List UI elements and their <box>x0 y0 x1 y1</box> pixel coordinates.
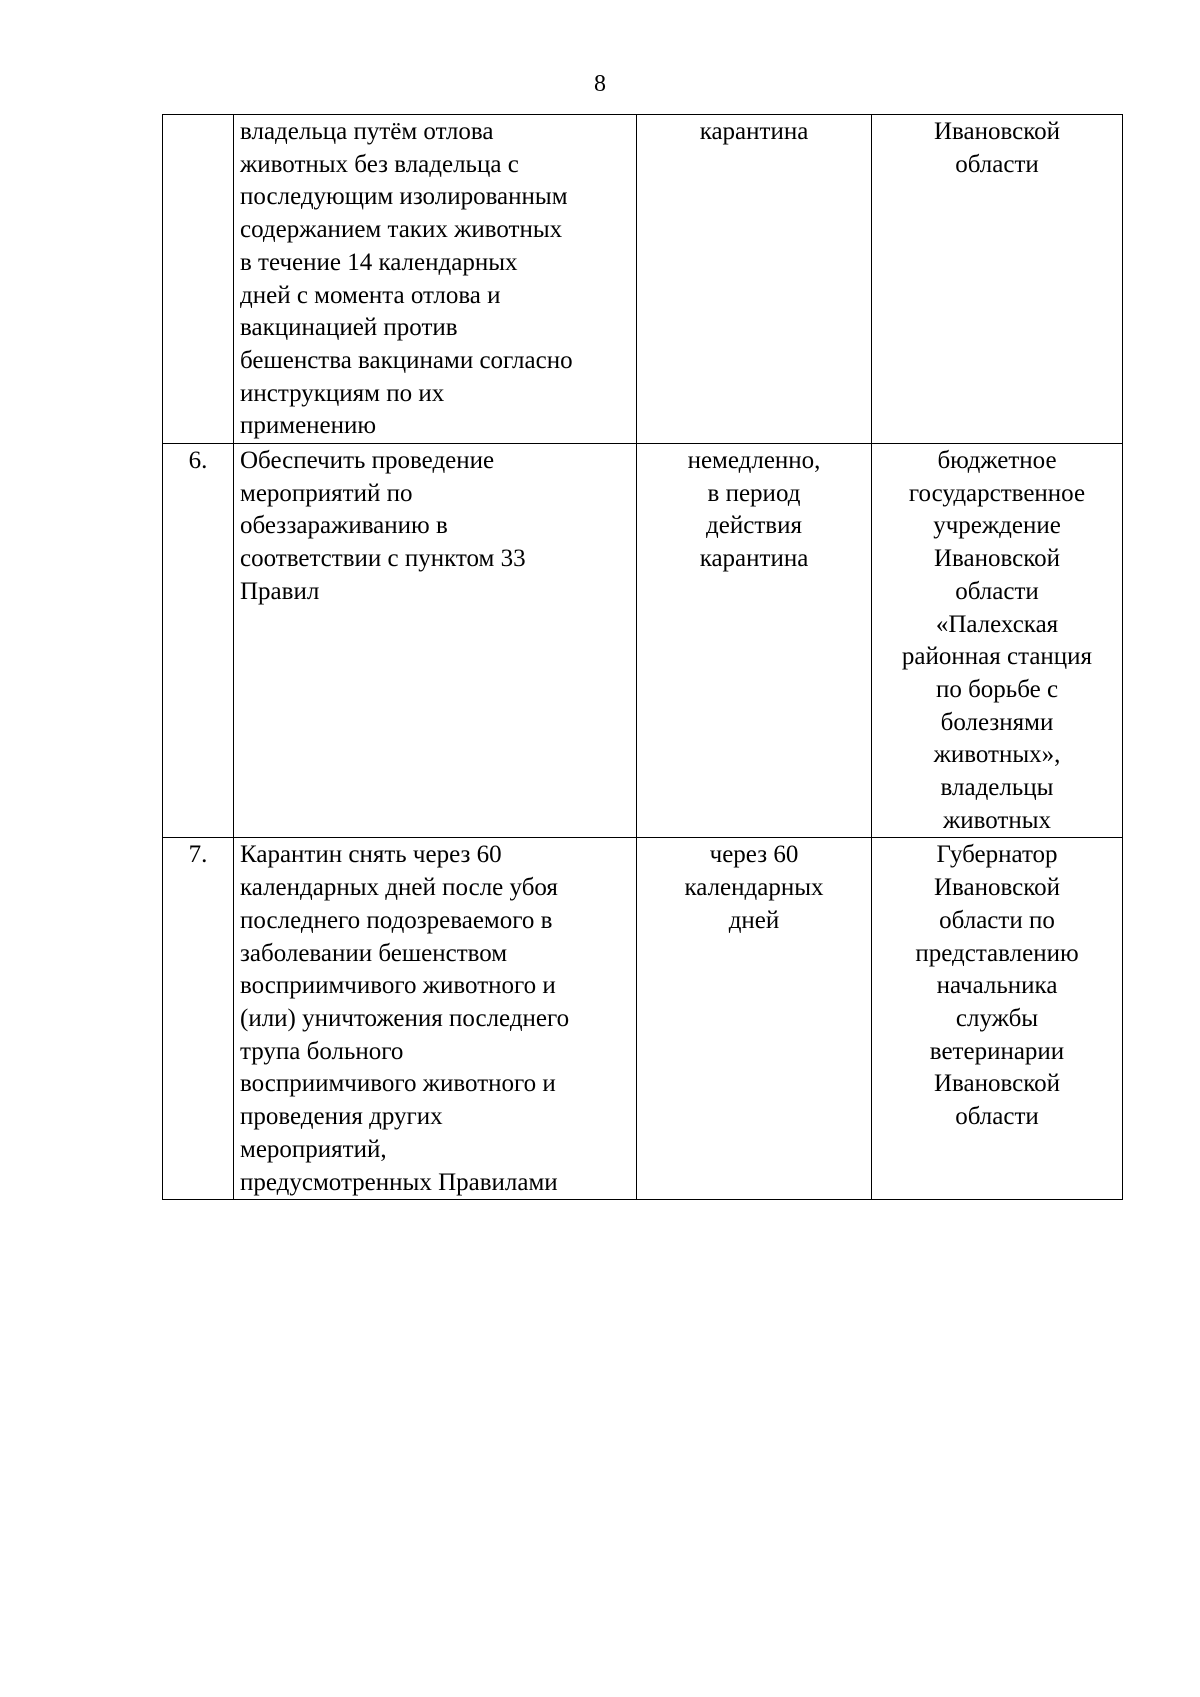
table-row <box>163 838 1123 1200</box>
table-row <box>163 444 1123 838</box>
page-number: 8 <box>594 71 606 97</box>
responsible-text: бюджетное государственное учреждение Ивановской области «Палехская районная станция по борьбе с болезнями животных», владельцы животных <box>872 444 1123 838</box>
term-text: карантина <box>637 115 872 444</box>
responsible-text: Ивановской области <box>872 115 1123 444</box>
measure-text: владельца путём отлова животных без владельца с последующим изолированным содержанием таких животных в течение 14 календарных дней с момента отлова и вакцинацией против бешенства вакцинами согласно инструкциям по их применению <box>234 115 637 444</box>
term-text: немедленно, в период действия карантина <box>637 444 872 838</box>
measure-text: Обеспечить проведение мероприятий по обеззараживанию в соответствии с пунктом 33 Правил <box>234 444 637 838</box>
measure-text: Карантин снять через 60 календарных дней после убоя последнего подозреваемого в заболевании бешенством восприимчивого животного и (или) уничтожения последнего трупа больного восприимчивого животного и проведения других мероприятий, предусмотренных Правилами <box>234 838 637 1200</box>
term-text: через 60 календарных дней <box>637 838 872 1200</box>
row-number: 7. <box>163 838 234 1200</box>
table-row <box>163 115 1123 444</box>
row-number <box>163 115 234 444</box>
responsible-text: Губернатор Ивановской области по представлению начальника службы ветеринарии Ивановской области <box>872 838 1123 1200</box>
row-number: 6. <box>163 444 234 838</box>
measures-table <box>162 114 1123 1200</box>
